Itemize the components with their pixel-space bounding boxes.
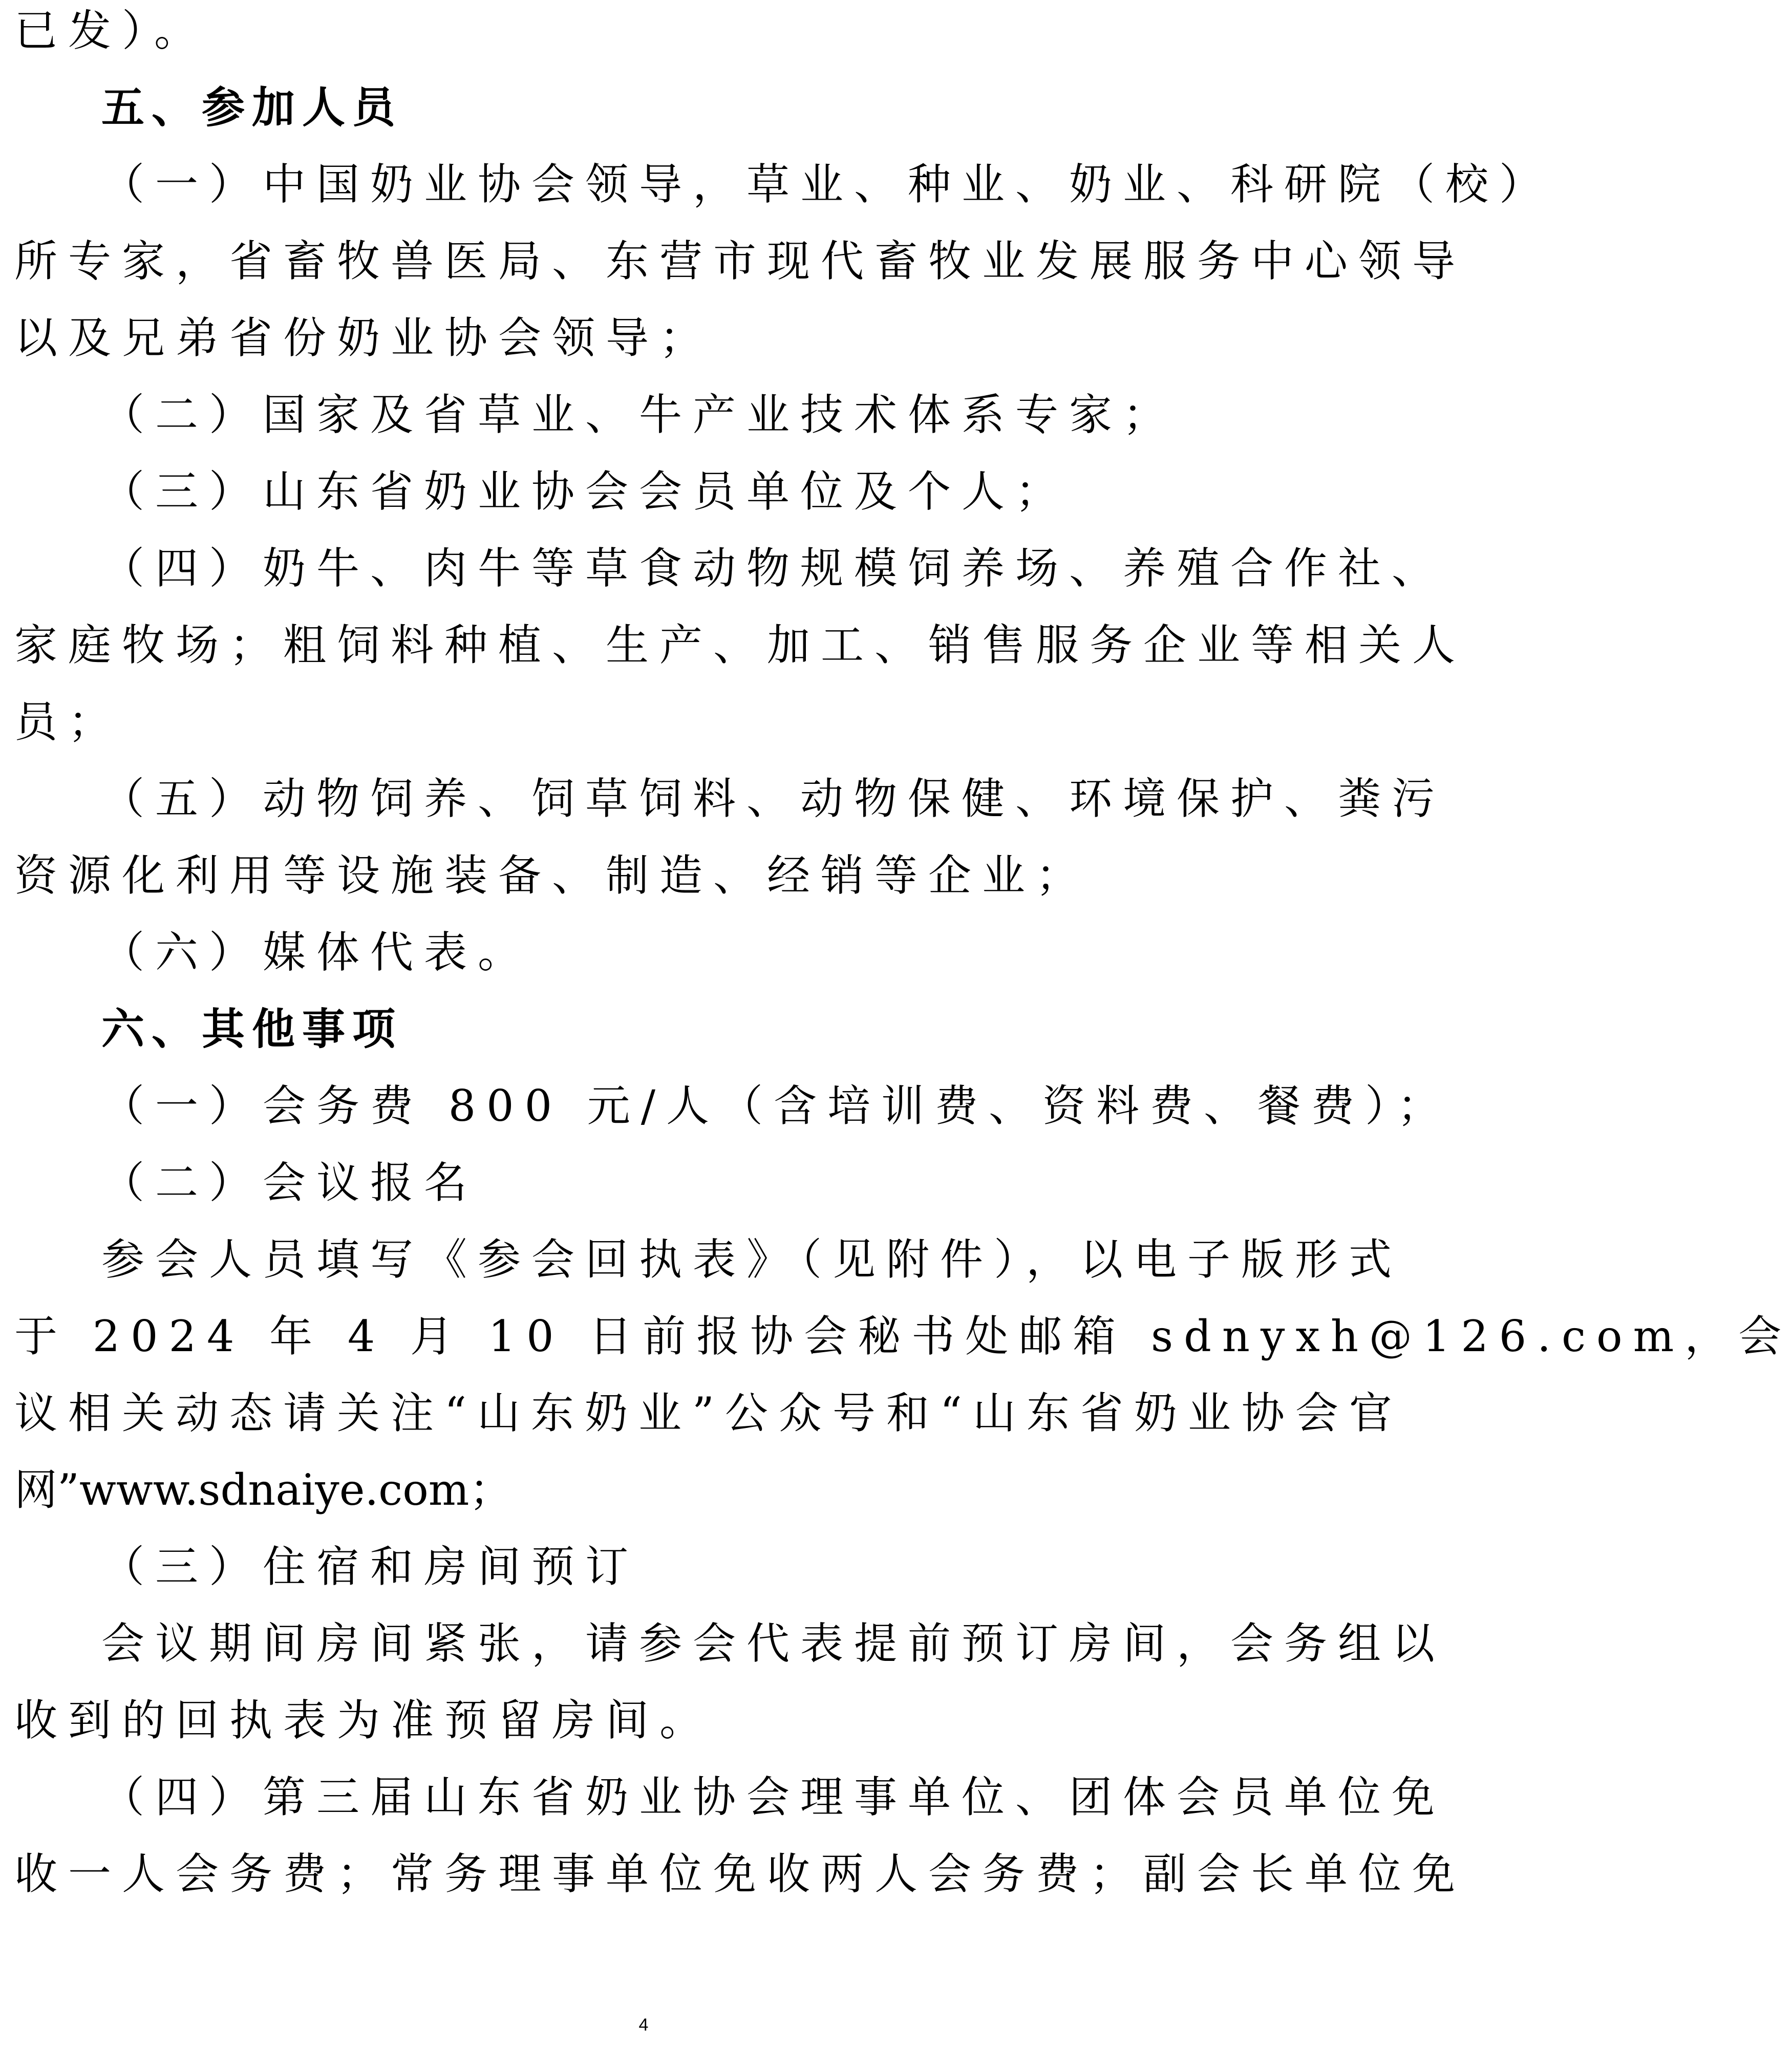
participant-item-4-line-3: 员； — [14, 697, 122, 747]
matter-item-2-registration-heading: （二）会议报名 — [101, 1158, 478, 1208]
matter-item-3-accommodation-heading: （三）住宿和房间预订 — [101, 1542, 639, 1592]
accommodation-paragraph-line-1: 会议期间房间紧张，请参会代表提前预订房间，会务组以 — [101, 1618, 1446, 1669]
registration-paragraph-line-4: 网”www.sdnaiye.com； — [14, 1465, 513, 1515]
participant-item-4-line-1: （四）奶牛、肉牛等草食动物规模饲养场、养殖合作社、 — [101, 543, 1446, 593]
text-line-continuation: 已发）。 — [14, 6, 208, 56]
section-heading-participants: 五、参加人员 — [101, 82, 403, 133]
accommodation-paragraph-line-2: 收到的回执表为准预留房间。 — [14, 1695, 714, 1745]
participant-item-6: （六）媒体代表。 — [101, 927, 532, 977]
participant-item-1-line-2: 所专家，省畜牧兽医局、东营市现代畜牧业发展服务中心领导 — [14, 236, 1466, 286]
matter-item-4-line-1: （四）第三届山东省奶业协会理事单位、团体会员单位免 — [101, 1772, 1446, 1822]
participant-item-2: （二）国家及省草业、牛产业技术体系专家； — [101, 390, 1177, 440]
participant-item-5-line-1: （五）动物饲养、饲草饲料、动物保健、环境保护、粪污 — [101, 774, 1446, 824]
matter-item-4-line-2: 收一人会务费；常务理事单位免收两人会务费；副会长单位免 — [14, 1849, 1466, 1899]
registration-paragraph-line-3: 议相关动态请关注“山东奶业”公众号和“山东省奶业协会官 — [14, 1388, 1403, 1438]
page-number: 4 — [638, 2015, 649, 2035]
participant-item-5-line-2: 资源化利用等设施装备、制造、经销等企业； — [14, 850, 1090, 901]
participant-item-1-line-3: 以及兄弟省份奶业协会领导； — [14, 313, 714, 363]
registration-paragraph-line-2: 于 2024 年 4 月 10 日前报协会秘书处邮箱 sdnyxh@126.com，会 — [14, 1311, 1792, 1361]
section-heading-other-matters: 六、其他事项 — [101, 1004, 403, 1054]
registration-paragraph-line-1: 参会人员填写《参会回执表》（见附件），以电子版形式 — [101, 1234, 1403, 1285]
participant-item-1-line-1: （一）中国奶业协会领导，草业、种业、奶业、科研院（校） — [101, 159, 1553, 209]
participant-item-3: （三）山东省奶业协会会员单位及个人； — [101, 466, 1070, 517]
participant-item-4-line-2: 家庭牧场；粗饲料种植、生产、加工、销售服务企业等相关人 — [14, 620, 1466, 670]
matter-item-1-fee: （一）会务费 800 元/人（含培训费、资料费、餐费）； — [101, 1081, 1452, 1131]
